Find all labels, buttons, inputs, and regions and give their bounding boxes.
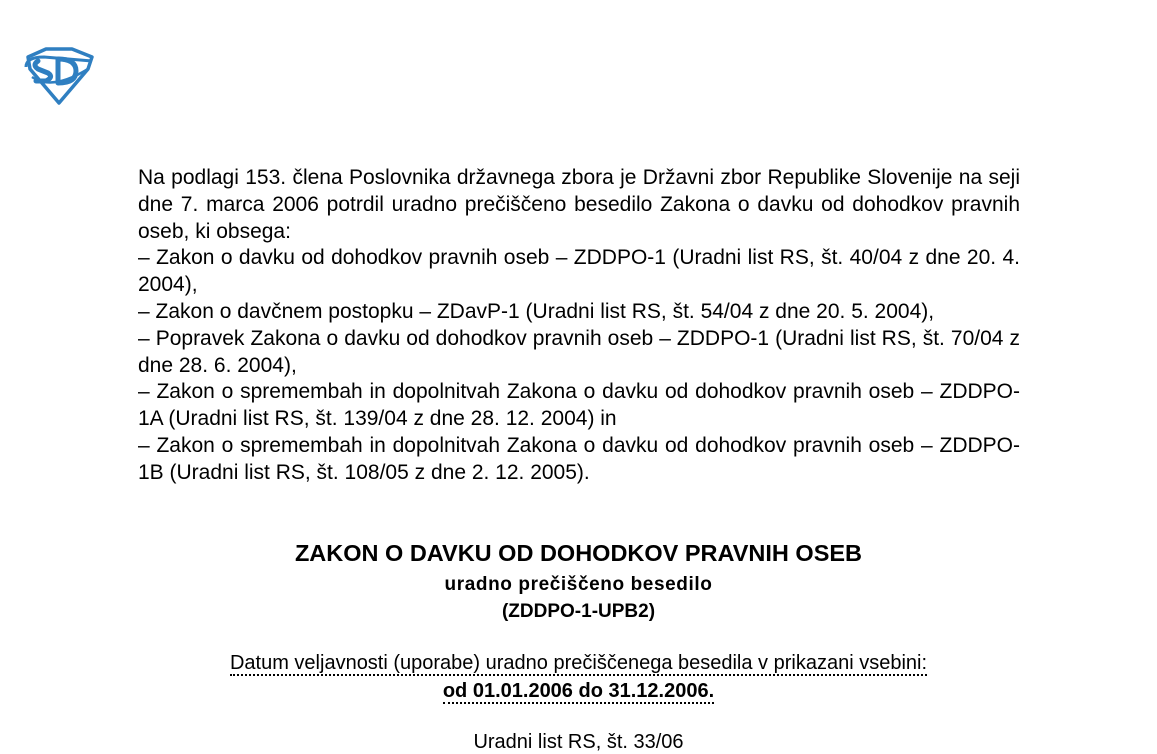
sd-logo-icon <box>22 47 96 105</box>
amendment-item: – Popravek Zakona o davku od dohodkov pravnih oseb – ZDDPO-1 (Uradni list RS, št. 70/04 z dne 28. 6. 2004), <box>138 326 1020 377</box>
amendment-item: – Zakon o spremembah in dopolnitvah Zakona o davku od dohodkov pravnih oseb – ZDDPO-1B (Uradni list RS, št. 108/05 z dne 2. 12. 2005). <box>138 433 1020 484</box>
law-code: (ZDDPO-1-UPB2) <box>501 601 656 622</box>
intro-paragraph: Na podlagi 153. člena Poslovnika državnega zbora je Državni zbor Republike Slovenije na seji dne 7. marca 2006 potrdil uradno prečiščeno besedilo Zakona o davku od dohodkov pravnih oseb, ki obsega: <box>138 166 1020 243</box>
gazette-source: Uradni list RS, št. 33/06 <box>473 731 684 753</box>
amendment-item: – Zakon o spremembah in dopolnitvah Zakona o davku od dohodkov pravnih oseb – ZDDPO-1A (Uradni list RS, št. 139/04 z dne 28. 12. 2004) in <box>138 380 1020 431</box>
amendment-item: – Zakon o davku od dohodkov pravnih oseb – ZDDPO-1 (Uradni list RS, št. 40/04 z dne 20. 4. 2004), <box>138 246 1020 297</box>
amendment-item: – Zakon o davčnem postopku – ZDavP-1 (Uradni list RS, št. 54/04 z dne 20. 5. 2004), <box>138 299 935 323</box>
law-subtitle: uradno prečiščeno besedilo <box>444 574 713 595</box>
validity-label: Datum veljavnosti (uporabe) uradno prečiščenega besedila v prikazani vsebini: <box>229 652 928 674</box>
validity-range: od 01.01.2006 do 31.12.2006. <box>442 680 715 702</box>
intro-text <box>138 165 1020 487</box>
validity-label-line <box>0 652 1157 675</box>
law-title: ZAKON O DAVKU OD DOHODKOV PRAVNIH OSEB <box>294 540 863 566</box>
validity-range-line <box>0 680 1157 703</box>
